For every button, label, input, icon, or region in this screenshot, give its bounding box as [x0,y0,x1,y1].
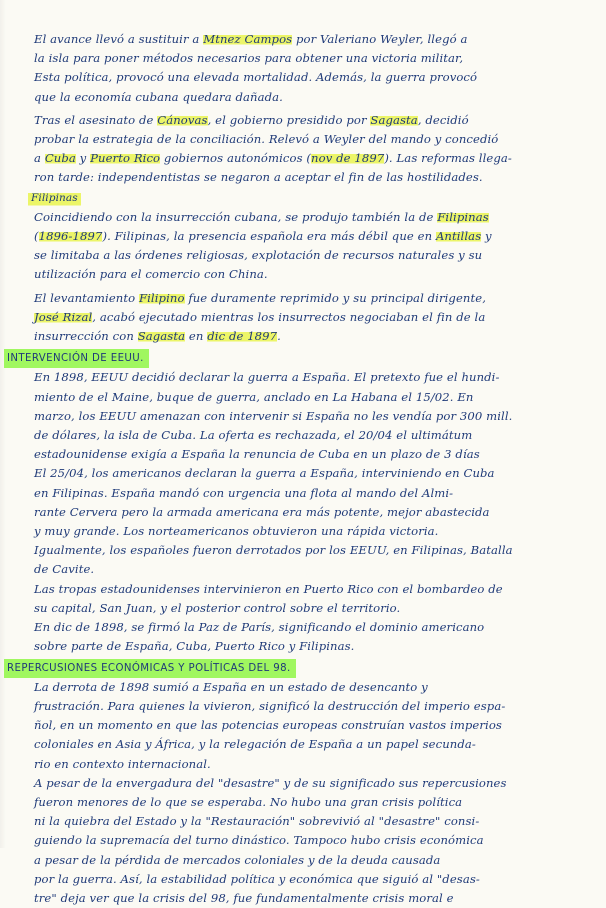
text-line: La derrota de 1898 sumió a España en un estado de desencanto y [34,679,428,694]
text-line: El levantamiento Filipino fue duramente reprimido y su principal dirigente, [34,290,486,305]
highlighted-term: Filipinas [437,209,489,224]
heading-repercusiones: REPERCUSIONES ECONÓMICAS Y POLÍTICAS DEL 98. [4,659,296,678]
text-line: rante Cervera pero la armada americana era más potente, mejor abastecida [34,504,490,519]
text-line: José Rizal, acabó ejecutado mientras los insurrectos negociaban el fin de la [34,309,486,324]
text-line: tre" deja ver que la crisis del 98, fue fundamentalmente crisis moral e [34,890,454,905]
paragraph-filipinas-insurreccion [34,208,592,285]
text-line: y muy grande. Los norteamericanos obtuvieron una rápida victoria. [34,524,439,539]
paragraph-intervencion [34,368,592,656]
text-line: En dic de 1898, se firmó la Paz de París, significando el dominio americano [34,620,485,635]
highlighted-term: Sagasta [137,329,186,344]
text-line: utilización para el comercio con China. [34,267,268,282]
text-line: su capital, San Juan, y el posterior control sobre el territorio. [34,600,401,615]
text-line: la isla para poner métodos necesarios para obtener una victoria militar, [34,51,464,66]
highlighted-term: Sagasta [370,112,418,127]
text-line: ñol, en un momento en que las potencias europeas construían vastos imperios [34,718,502,733]
text-line: El avance llevó a sustituir a Mtnez Campos por Valeriano Weyler, llegó a [34,32,468,46]
text-line: estadounidense exigía a España la renuncia de Cuba en un plazo de 3 días [34,447,480,462]
paragraph-repercusiones [34,678,592,908]
text-line: rio en contexto internacional. [34,756,211,771]
text-line: en Filipinas. España mandó con urgencia una flota al mando del Almi- [34,485,454,500]
paragraph-conciliacion [34,111,592,188]
paragraph-levantamiento [34,289,592,347]
highlighted-term: Mtnez Campos [203,32,293,46]
text-line: frustración. Para quienes la vivieron, significó la destrucción del imperio espa- [34,698,506,713]
text-line: de dólares, la isla de Cuba. La oferta es rechazada, el 20/04 el ultimátum [34,428,473,443]
text-line: a pesar de la pérdida de mercados coloniales y de la deuda causada [34,852,441,867]
highlighted-term: 1896-1897 [38,229,103,244]
text-line: ni la quiebra del Estado y la "Restauración" sobrevivió al "desastre" consi- [34,814,480,829]
text-line: de Cavite. [34,562,95,577]
highlighted-term: José Rizal [34,309,93,324]
text-line: El 25/04, los americanos declaran la guerra a España, interviniendo en Cuba [34,466,495,481]
text-line: por la guerra. Así, la estabilidad política y económica que siguió al "desas- [34,871,480,886]
text-line: Esta política, provocó una elevada mortalidad. Además, la guerra provocó [34,70,478,85]
text-line: Coincidiendo con la insurrección cubana, se produjo también la de Filipinas [34,209,489,224]
text-line: Las tropas estadounidenses intervinieron en Puerto Rico con el bombardeo de [34,581,503,596]
text-line: Igualmente, los españoles fueron derrotados por los EEUU, en Filipinas, Batalla [34,543,513,558]
heading-intervencion-eeuu: INTERVENCIÓN DE EEUU. [4,349,149,368]
text-line: (1896-1897). Filipinas, la presencia española era más débil que en Antillas y [34,229,492,244]
text-line: ron tarde: independentistas se negaron a aceptar el fin de las hostilidades. [34,170,483,185]
highlighted-term: Cuba [44,151,76,166]
paragraph-weyler [34,30,592,107]
text-line: coloniales en Asia y África, y la relegación de España a un papel secunda- [34,737,476,752]
text-line: guiendo la supremacía del turno dinástico. Tampoco hubo crisis económica [34,833,484,848]
text-line: En 1898, EEUU decidió declarar la guerra a España. El pretexto fue el hundi- [34,370,500,385]
text-line: marzo, los EEUU amenazan con intervenir si España no les vendía por 300 mill. [34,408,513,423]
highlighted-term: Cánovas [157,112,208,127]
subtitle-filipinas: Filipinas [28,189,81,208]
text-line: que la economía cubana quedara dañada. [34,89,283,104]
text-line: fueron menores de lo que se esperaba. No hubo una gran crisis política [34,794,463,809]
text-line: Tras el asesinato de Cánovas, el gobierno presidido por Sagasta, decidió [34,112,469,127]
text-line: A pesar de la envergadura del "desastre" y de su significado sus repercusiones [34,775,507,790]
highlighted-term: Antillas [435,229,482,244]
text-line: probar la estrategia de la conciliación. Relevó a Weyler del mando y concedió [34,132,499,147]
text-line: se limitaba a las órdenes religiosas, explotación de recursos naturales y su [34,248,483,263]
highlighted-term: nov de 1897 [311,151,385,166]
text-line: miento de el Maine, buque de guerra, anclado en La Habana el 15/02. En [34,389,474,404]
highlighted-term: Puerto Rico [90,151,161,166]
text-line: sobre parte de España, Cuba, Puerto Rico y Filipinas. [34,639,355,654]
highlighted-term: Filipino [138,290,185,305]
highlighted-term: dic de 1897 [207,329,278,344]
text-line: a Cuba y Puerto Rico gobiernos autonómicos (nov de 1897). Las reformas llega- [34,151,512,166]
text-line: insurrección con Sagasta en dic de 1897. [34,329,281,344]
